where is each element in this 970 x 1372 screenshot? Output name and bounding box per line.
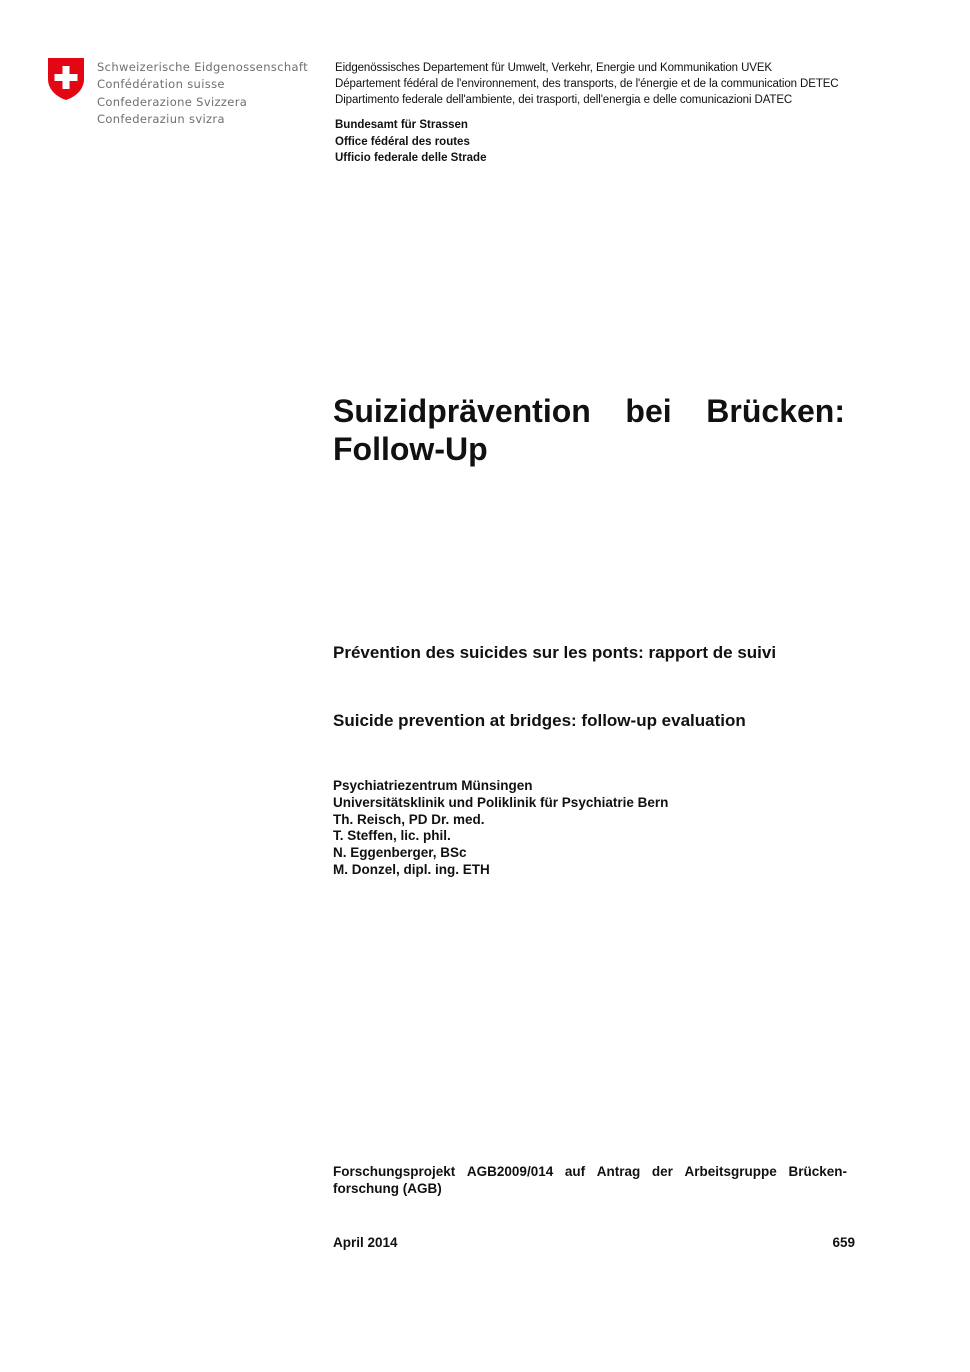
swiss-crest-icon <box>47 57 85 101</box>
department-line-de: Eidgenössisches Departement für Umwelt, Verkehr, Energie und Kommunikation UVEK <box>335 62 772 74</box>
research-project-line1 <box>333 1164 847 1181</box>
title-word: bei <box>625 393 672 429</box>
author-line: Th. Reisch, PD Dr. med. <box>333 811 485 827</box>
project-word: Brücken- <box>788 1164 847 1179</box>
subtitle-english: Suicide prevention at bridges: follow-up evaluation <box>333 711 746 730</box>
research-project <box>333 1164 847 1198</box>
office-block <box>335 117 486 167</box>
confederation-name-rm: Confederaziun svizra <box>97 111 225 126</box>
research-project-line2: forschung (AGB) <box>333 1180 442 1196</box>
title-word: Brücken: <box>706 393 845 429</box>
office-line-it: Ufficio federale delle Strade <box>335 152 487 165</box>
department-block <box>335 60 839 108</box>
department-line-it: Dipartimento federale dell'ambiente, dei trasporti, dell'energia e delle comunicazioni DATEC <box>335 94 793 106</box>
author-line: Universitätsklinik und Poliklinik für Psychiatrie Bern <box>333 794 669 810</box>
report-title <box>333 392 845 468</box>
project-word: AGB2009/014 <box>466 1164 554 1179</box>
authors-block <box>333 778 668 879</box>
author-line: M. Donzel, dipl. ing. ETH <box>333 861 490 877</box>
office-line-fr: Office fédéral des routes <box>335 135 470 148</box>
confederation-name-fr: Confédération suisse <box>97 77 225 92</box>
department-line-fr: Département fédéral de l'environnement, des transports, de l'énergie et de la communication DETEC <box>335 78 839 90</box>
subtitle-french: Prévention des suicides sur les ponts: rapport de suivi <box>333 643 777 662</box>
confederation-name-de: Schweizerische Eidgenossenschaft <box>97 60 308 74</box>
title-word: Suizidprävention <box>333 393 591 429</box>
project-word: der <box>651 1164 673 1179</box>
author-line: Psychiatriezentrum Münsingen <box>333 778 533 793</box>
project-word: Arbeitsgruppe <box>684 1164 777 1179</box>
project-word: auf <box>564 1164 586 1179</box>
report-number: 659 <box>832 1235 855 1250</box>
confederation-names <box>97 59 308 128</box>
office-line-de: Bundesamt für Strassen <box>335 119 468 131</box>
confederation-name-it: Confederazione Svizzera <box>97 94 248 109</box>
author-line: T. Steffen, lic. phil. <box>333 828 451 844</box>
footer <box>333 1235 855 1250</box>
project-word: Forschungsprojekt <box>333 1164 456 1179</box>
publication-date: April 2014 <box>333 1235 398 1250</box>
report-title-line2: Follow-Up <box>333 431 488 467</box>
project-word: Antrag <box>596 1164 641 1179</box>
report-title-line1 <box>333 392 845 430</box>
author-line: N. Eggenberger, BSc <box>333 845 467 861</box>
